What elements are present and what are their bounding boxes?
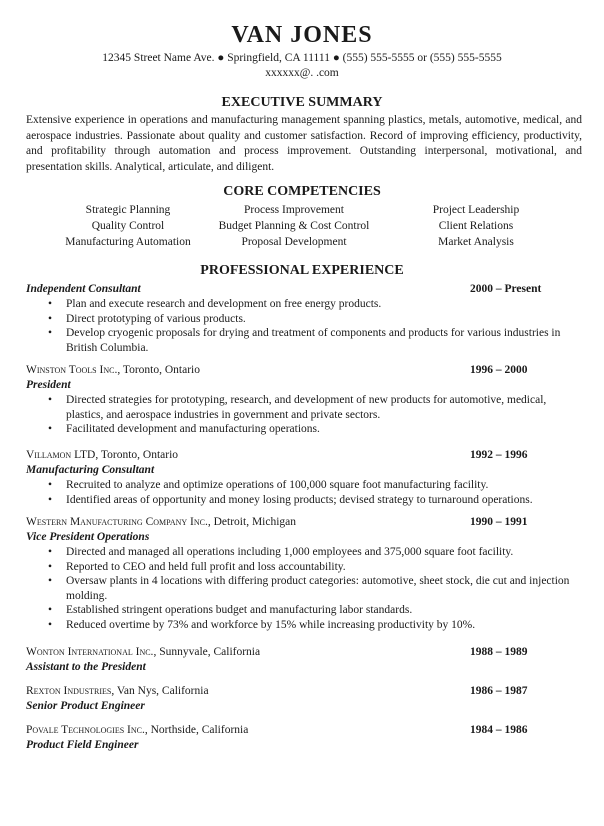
job-role: Manufacturing Consultant <box>26 464 155 476</box>
bullet-item: • Plan and execute research and development on free energy products. <box>26 297 582 312</box>
bullet-item: • Directed strategies for prototyping, research, and development of new products for automotive, medical, plastics, and aerospace industries in government and private sectors. <box>26 393 582 422</box>
summary-heading: EXECUTIVE SUMMARY <box>221 95 383 110</box>
competency-item: Manufacturing Automation <box>65 236 191 248</box>
job-dates: 2000 – Present <box>470 283 542 295</box>
job-employer <box>26 724 248 736</box>
job-role: Product Field Engineer <box>26 739 139 751</box>
competency-item: Process Improvement <box>244 204 344 216</box>
company-name: Povale Technologies Inc. <box>26 724 145 736</box>
competency-item: Strategic Planning <box>85 204 171 216</box>
bullet-item: • Identified areas of opportunity and money losing products; devised strategy to turnaround operations. <box>26 493 582 508</box>
job-role: Assistant to the President <box>26 661 146 673</box>
company-location: , Detroit, Michigan <box>207 516 297 528</box>
bullet-item: • Facilitated development and manufacturing operations. <box>26 422 582 437</box>
bullet-item: • Recruited to analyze and optimize operations of 100,000 square foot manufacturing facility. <box>26 478 582 493</box>
job-role: Senior Product Engineer <box>26 700 145 712</box>
bullet-item: • Direct prototyping of various products. <box>26 312 582 327</box>
company-name: Villamon LTD <box>26 449 96 461</box>
bullet-item: • Directed and managed all operations including 1,000 employees and 375,000 square foot facility. <box>26 545 582 560</box>
email-line: xxxxxx@. .com <box>265 67 339 79</box>
job-dates: 1996 – 2000 <box>470 364 528 376</box>
job-bullets <box>26 297 582 355</box>
job-dates: 1984 – 1986 <box>470 724 528 736</box>
competency-item: Proposal Development <box>241 236 347 248</box>
job-dates: 1990 – 1991 <box>470 516 528 528</box>
company-name: Wonton International Inc. <box>26 646 154 658</box>
competency-item: Budget Planning & Cost Control <box>218 220 370 232</box>
company-location: , Sunnyvale, California <box>153 646 261 658</box>
job-role: President <box>26 379 71 391</box>
job-dates: 1988 – 1989 <box>470 646 528 658</box>
competencies-heading: CORE COMPETENCIES <box>223 184 381 199</box>
bullet-item: • Reduced overtime by 73% and workforce by 15% while increasing productivity by 10%. <box>26 618 582 633</box>
company-location: , Northside, California <box>144 724 249 736</box>
competency-item: Market Analysis <box>438 236 514 248</box>
job-employer <box>26 646 260 658</box>
job-bullets <box>26 393 582 437</box>
job-dates: 1986 – 1987 <box>470 685 528 697</box>
competency-item: Quality Control <box>91 220 165 232</box>
company-name: Winston Tools Inc. <box>26 364 118 376</box>
job-dates: 1992 – 1996 <box>470 449 528 461</box>
company-location: , Van Nys, California <box>111 685 209 697</box>
job-employer <box>26 516 296 528</box>
company-location: , Toronto, Ontario <box>117 364 200 376</box>
contact-line: 12345 Street Name Ave. ● Springfield, CA 11111 ● (555) 555-5555 or (555) 555-5555 <box>102 52 502 64</box>
bullet-item: • Reported to CEO and held full profit and loss accountability. <box>26 560 582 575</box>
job-role: Independent Consultant <box>26 283 141 295</box>
job-bullets <box>26 478 582 507</box>
candidate-name: VAN JONES <box>231 22 373 48</box>
summary-text: Extensive experience in operations and manufacturing management spanning plastics, metals, automotive, medical, and aerospace industries. Passionate about quality and customer satisfaction. Record of improving efficiency, productivity, and profitability through automation and process improvement. Outstanding interpersonal, motivational, and presentation skills. Analytical, articulate, and diligent. <box>26 114 582 173</box>
job-role: Vice President Operations <box>26 531 150 543</box>
company-name: Western Manufacturing Company Inc. <box>26 516 208 528</box>
job-employer <box>26 449 178 461</box>
competency-item: Project Leadership <box>432 204 520 216</box>
bullet-item: • Oversaw plants in 4 locations with differing product categories: automotive, sheet stock, die cut and injection molding. <box>26 574 582 603</box>
experience-heading: PROFESSIONAL EXPERIENCE <box>200 263 404 278</box>
company-location: , Toronto, Ontario <box>95 449 179 461</box>
competency-item: Client Relations <box>438 220 514 232</box>
bullet-item: • Established stringent operations budget and manufacturing labor standards. <box>26 603 582 618</box>
bullet-item: • Develop cryogenic proposals for drying and treatment of components and products for various industries in British Columbia. <box>26 326 582 355</box>
job-employer <box>26 685 209 697</box>
company-name: Rexton Industries <box>26 685 112 697</box>
job-employer <box>26 364 200 376</box>
job-bullets <box>26 545 582 632</box>
